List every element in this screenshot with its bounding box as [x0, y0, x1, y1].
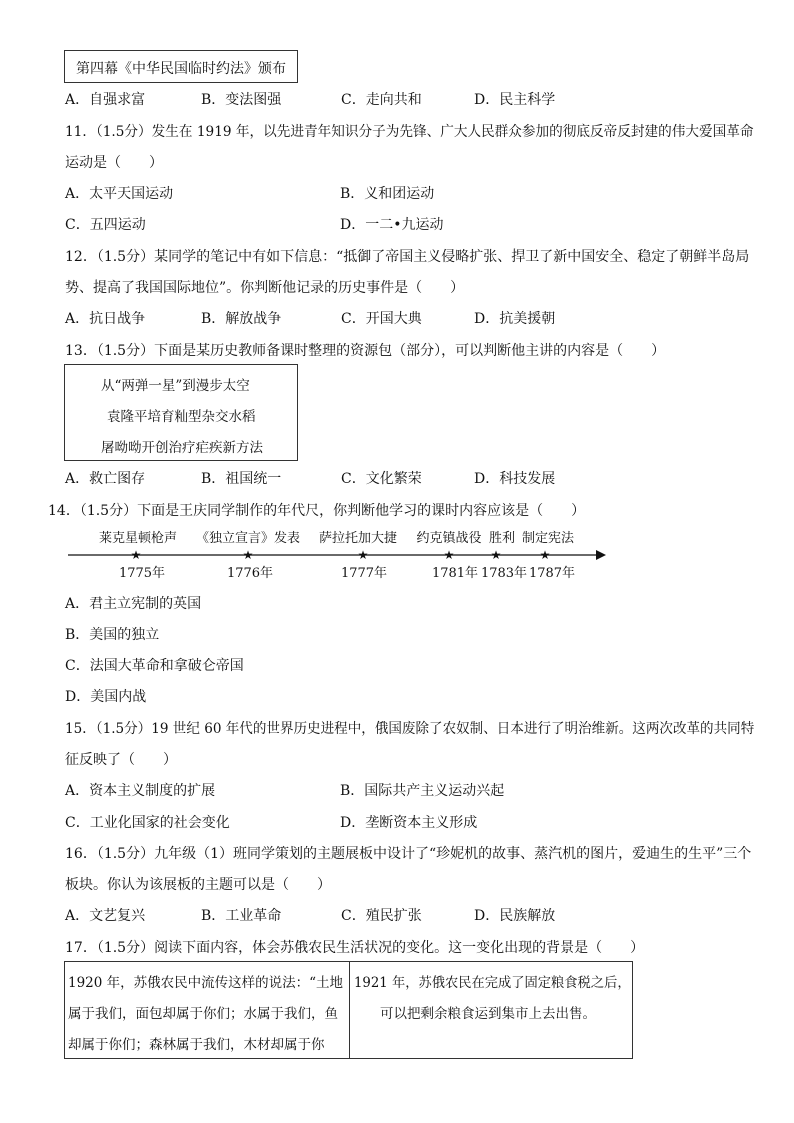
q10-options — [65, 89, 765, 113]
q12-option-c[interactable]: C．开国大典 — [341, 311, 422, 327]
q11-option-b[interactable]: B．义和团运动 — [340, 186, 435, 202]
q14-stem-line1: 14．（1.5分）下面是王庆同学制作的年代尺，你判断他学习的课时内容应该是（ ） — [48, 503, 586, 519]
q16-options — [65, 905, 765, 929]
timeline-event-5: 胜利 — [488, 531, 516, 546]
timeline-year-1777: 1777年 — [340, 566, 388, 581]
timeline-event-1: 莱克星顿枪声 — [98, 531, 178, 546]
intro-box — [64, 50, 298, 83]
svg-text:★: ★ — [242, 548, 254, 562]
timeline-event-4: 约克镇战役 — [416, 531, 482, 546]
timeline-star-1777 — [358, 548, 369, 562]
q17-stem-line1: 17．（1.5分）阅读下面内容，体会苏俄农民生活状况的变化。这一变化出现的背景是（ ） — [65, 940, 645, 956]
q17-left-line1: 1920 年，苏俄农民中流传这样的说法：“土地 — [68, 975, 344, 991]
timeline-year-1775: 1775年 — [118, 566, 166, 581]
timeline-year-1787: 1787年 — [528, 566, 576, 581]
q12-option-a[interactable]: A．抗日战争 — [65, 311, 146, 327]
q14-option-b[interactable]: B．美国的独立 — [65, 627, 160, 643]
q15-stem-line1: 15．（1.5分）19 世纪 60 年代的世界历史进程中，俄国废除了农奴制、日本进行了明治维新。这两次改革的共同特 — [65, 721, 755, 737]
timeline-year-1783: 1783年 — [480, 566, 528, 581]
q13-options — [65, 468, 765, 492]
q14-option-c[interactable]: C．法国大革命和拿破仑帝国 — [65, 658, 244, 674]
q17-left-line2: 属于我们，面包却属于你们；水属于我们，鱼 — [68, 1006, 338, 1022]
timeline-arrow-head — [596, 550, 606, 560]
timeline-star-1787 — [540, 548, 551, 562]
q15-options-row1 — [65, 780, 765, 804]
q13-resource-line3: 屠呦呦开创治疗疟疾新方法 — [101, 440, 263, 456]
svg-text:★: ★ — [490, 548, 502, 562]
q10-option-a[interactable]: A．自强求富 — [65, 92, 146, 108]
timeline-star-1775 — [131, 548, 142, 562]
q11-option-a[interactable]: A．太平天国运动 — [65, 186, 174, 202]
q13-option-c[interactable]: C．文化繁荣 — [341, 471, 422, 487]
q14-timeline — [60, 525, 620, 587]
svg-text:★: ★ — [130, 548, 142, 562]
q11-stem-line1: 11．（1.5分）发生在 1919 年，以先进青年知识分子为先锋、广大人民群众参加的彻底反帝反封建的伟大爱国革命 — [65, 124, 754, 140]
q16-option-c[interactable]: C．殖民扩张 — [341, 908, 422, 924]
q11-stem-line2: 运动是（ ） — [65, 155, 163, 171]
q10-option-c[interactable]: C．走向共和 — [341, 92, 422, 108]
timeline-star-1783 — [491, 548, 502, 562]
q17-right-line1: 1921 年，苏俄农民在完成了固定粮食税之后， — [354, 975, 631, 991]
q17-table-divider — [349, 962, 350, 1058]
timeline-year-1776: 1776年 — [226, 566, 274, 581]
q13-option-d[interactable]: D．科技发展 — [474, 471, 556, 487]
q10-option-d[interactable]: D．民主科学 — [474, 92, 556, 108]
q15-option-c[interactable]: C．工业化国家的社会变化 — [65, 815, 230, 831]
q16-option-b[interactable]: B．工业革命 — [201, 908, 282, 924]
svg-text:★: ★ — [539, 548, 551, 562]
q15-option-d[interactable]: D．垄断资本主义形成 — [340, 815, 478, 831]
q15-stem-line2: 征反映了（ ） — [65, 752, 177, 768]
q15-option-a[interactable]: A．资本主义制度的扩展 — [65, 783, 216, 799]
timeline-event-6: 制定宪法 — [521, 531, 575, 546]
q16-stem-line2: 板块。你认为该展板的主题可以是（ ） — [65, 877, 331, 893]
q12-stem-line1: 12．（1.5分）某同学的笔记中有如下信息：“抵御了帝国主义侵略扩张、捍卫了新中国安全、稳定了朝鲜半岛局 — [65, 249, 750, 265]
timeline-year-1781: 1781年 — [431, 566, 479, 581]
q16-option-d[interactable]: D．民族解放 — [474, 908, 556, 924]
q15-option-b[interactable]: B．国际共产主义运动兴起 — [340, 783, 505, 799]
q11-options-row2 — [65, 214, 765, 238]
q13-resource-line2: 袁隆平培育籼型杂交水稻 — [107, 409, 256, 425]
q14-option-d[interactable]: D．美国内战 — [65, 689, 147, 705]
q13-resource-line1: 从“两弹一星”到漫步太空 — [101, 378, 250, 394]
q17-right-line2: 可以把剩余粮食运到集市上去出售。 — [380, 1006, 596, 1022]
q17-left-line3: 却属于你们；森林属于我们，木材却属于你 — [68, 1037, 325, 1053]
q13-option-b[interactable]: B．祖国统一 — [201, 471, 282, 487]
q13-stem-line1: 13．（1.5分）下面是某历史教师备课时整理的资源包（部分），可以判断他主讲的内容是（ ） — [65, 343, 666, 359]
timeline-event-3: 萨拉托加大捷 — [318, 531, 398, 546]
q12-option-b[interactable]: B．解放战争 — [201, 311, 282, 327]
svg-text:★: ★ — [443, 548, 455, 562]
q14-option-a[interactable]: A．君主立宪制的英国 — [65, 596, 202, 612]
timeline-star-1781 — [444, 548, 455, 562]
q15-options-row2 — [65, 812, 765, 836]
q16-option-a[interactable]: A．文艺复兴 — [65, 908, 146, 924]
q12-stem-line2: 势、提高了我国国际地位”。你判断他记录的历史事件是（ ） — [65, 280, 465, 296]
q11-option-c[interactable]: C．五四运动 — [65, 217, 146, 233]
timeline-star-1776 — [243, 548, 254, 562]
q12-option-d[interactable]: D．抗美援朝 — [474, 311, 556, 327]
q11-options-row1 — [65, 183, 765, 207]
q12-options — [65, 308, 765, 332]
svg-text:★: ★ — [357, 548, 369, 562]
q17-material-table — [64, 961, 633, 1059]
q10-option-b[interactable]: B．变法图强 — [201, 92, 282, 108]
intro-box-text: 第四幕《中华民国临时约法》颁布 — [76, 61, 286, 77]
q16-stem-line1: 16．（1.5分）九年级（1）班同学策划的主题展板中设计了“珍妮机的故事、蒸汽机的图片，爱迪生的生平”三个 — [65, 846, 752, 862]
q13-option-a[interactable]: A．救亡图存 — [65, 471, 146, 487]
q11-option-d[interactable]: D．一二•九运动 — [340, 217, 444, 233]
q13-resource-box — [64, 364, 298, 461]
timeline-event-2: 《独立宣言》发表 — [195, 531, 301, 546]
